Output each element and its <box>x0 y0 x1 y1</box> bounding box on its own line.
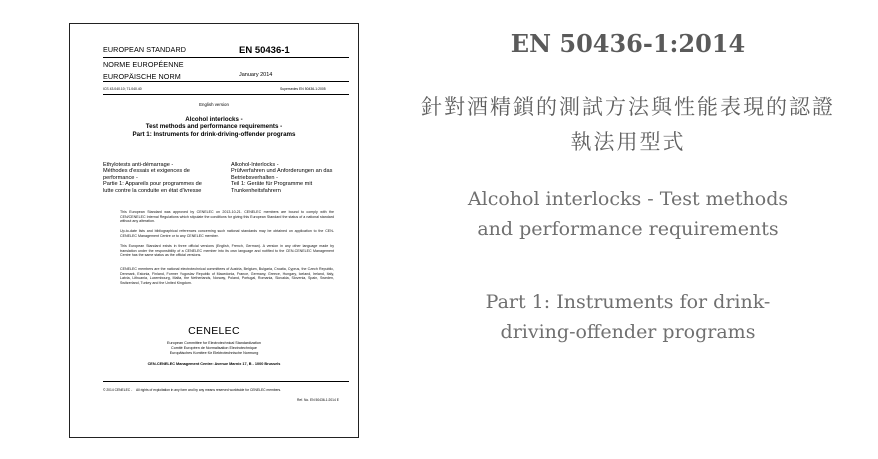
french-title-line: Méthodes d'essais et exigences de <box>103 168 190 175</box>
cover-title <box>70 116 358 138</box>
supersedes-note: Supersedes EN 50436-1:2005 <box>280 87 326 91</box>
standard-label-fr: NORME EUROPÉENNE <box>103 60 184 69</box>
management-centre-address: CEN-CENELEC Management Centre: Avenue Marnix 17, B - 1000 Brussels <box>147 362 281 366</box>
divider <box>103 81 349 82</box>
divider <box>103 57 349 58</box>
french-title <box>103 162 208 194</box>
divider <box>103 94 349 95</box>
rights-notice: All rights of exploitation in any form and by any means reserved worldwide for CENELEC members. <box>136 388 282 392</box>
organization-name: CENELEC <box>188 325 240 337</box>
chinese-title <box>398 90 858 160</box>
part-title <box>398 287 858 347</box>
approval-paragraph: This European Standard was approved by CENELEC on 2013-10-21. CENELEC members are bound to comply with the CEN/CENELEC Internal Regulations which stipulate the conditions for giving this European Standard the status of a national standard without any alteration. <box>120 210 334 224</box>
divider <box>103 381 349 382</box>
german-title-line: Trunkenheitsfahrern <box>231 187 281 194</box>
language-version: English version <box>199 102 229 107</box>
french-title-line: lutte contre la conduite en état d'ivresse <box>103 187 202 194</box>
cover-title-line: Alcohol interlocks - <box>185 116 243 123</box>
part-title-line: Part 1: Instruments for drink- <box>485 291 771 313</box>
german-title-line: Betriebsverhalten - <box>231 174 278 181</box>
versions-paragraph: This European Standard exists in three official versions (English, French, German). A version in any other language made by translation under the responsibility of a CENELEC member into its own language and notified to the CEN-CENELEC Management Centre has the same status as the official versions. <box>120 244 334 258</box>
publication-date: January 2014 <box>239 72 273 78</box>
french-title-line: Partie 1: Appareils pour programmes de <box>103 181 202 188</box>
organization-name-fr: Comité Européen de Normalisation Electrotechnique <box>171 346 257 350</box>
german-title-line: Teil 1: Geräte für Programme mit <box>231 181 313 188</box>
standard-cover-page <box>69 23 359 438</box>
organization-name-en: European Committee for Electrotechnical Standardization <box>167 341 261 345</box>
german-title-line: Alkohol-Interlocks - <box>231 162 279 168</box>
copyright-notice: © 2014 CENELEC - <box>103 388 133 392</box>
german-title <box>231 162 349 194</box>
chinese-title-line: 執法用型式 <box>570 130 686 154</box>
reference-number: Ref. No. EN 50436-1:2014 E <box>297 398 339 402</box>
cover-title-line: Test methods and performance requirements - <box>145 123 283 131</box>
standard-label-en: EUROPEAN STANDARD <box>103 45 187 54</box>
english-title-line: Alcohol interlocks - Test methods <box>467 188 789 210</box>
german-title-line: Prüfverfahren und Anforderungen an das <box>231 168 333 175</box>
main-title: EN 50436-1:2014 <box>510 29 746 58</box>
part-title-line: driving-offender programs <box>500 321 756 343</box>
chinese-title-line: 針對酒精鎖的測試方法與性能表現的認證 <box>421 95 835 119</box>
organization-name-de: Europäisches Komitee für Elektrotechnische Normung <box>169 351 259 355</box>
standard-number: EN 50436-1 <box>239 45 290 56</box>
english-title-line: and performance requirements <box>477 218 779 240</box>
standard-label-de: EUROPÄISCHE NORM <box>103 72 181 81</box>
members-paragraph: CENELEC members are the national electrotechnical committees of Austria, Belgium, Bulgaria, Croatia, Cyprus, the Czech Republic, Denmark, Estonia, Finland, Former Yugoslav Republic of Macedonia, France, Germany, Greece, Hungary, Iceland, Ireland, Italy, Latvia, Lithuania, Luxembourg, Malta, the Netherlands, Norway, Poland, Portugal, Romania, Slovakia, Slovenia, Spain, Sweden, Switzerland, Turkey and the United Kingdom. <box>120 267 334 286</box>
french-title-line: Ethylotests anti-démarrage - <box>103 162 174 168</box>
english-title <box>398 184 858 244</box>
cover-title-line: Part 1: Instruments for drink-driving-offender programs <box>132 130 296 138</box>
ics-code: ICS 43.040.10; 71.040.40 <box>103 87 142 91</box>
french-title-line: performance - <box>103 174 138 181</box>
references-paragraph: Up-to-date lists and bibliographical references concerning such national standards may be obtained on application to the CEN-CENELEC Management Centre or to any CENELEC member. <box>120 229 334 238</box>
